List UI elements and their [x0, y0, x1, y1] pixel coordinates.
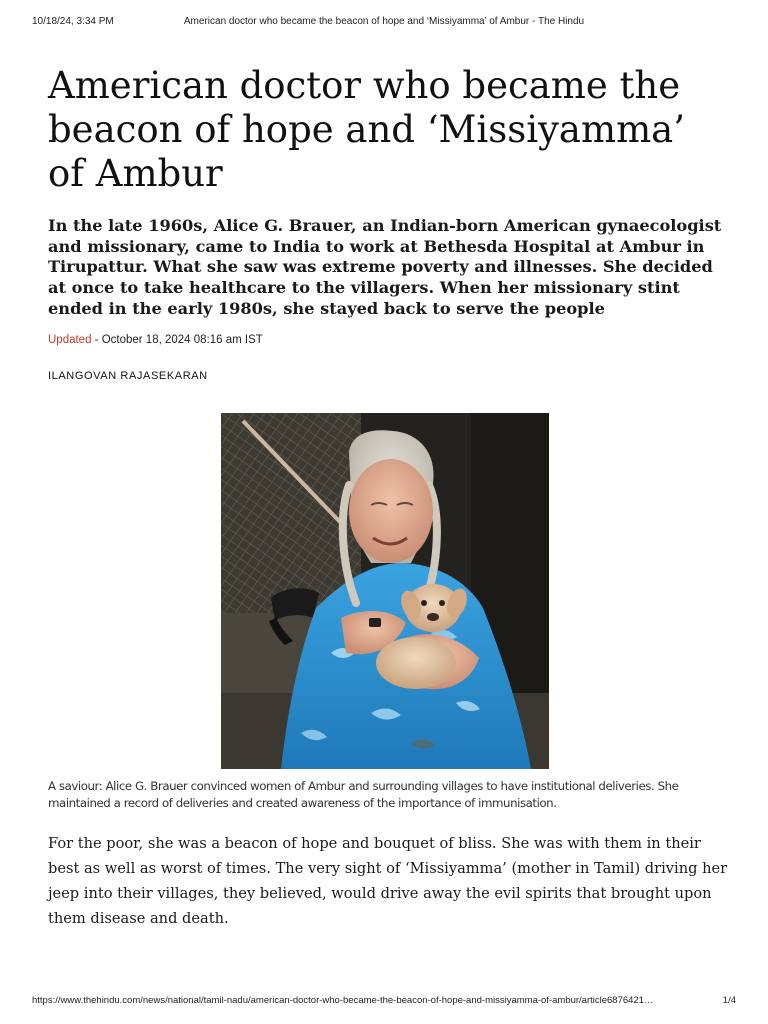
article-headline: American doctor who became the beacon of hope and ‘Missiyamma’ of Ambur	[48, 64, 685, 195]
print-header	[32, 16, 736, 30]
page-number: 1/4	[722, 995, 736, 1006]
article-standfirst: In the late 1960s, Alice G. Brauer, an Indian-born American gynaecologist and missionary, came to India to work at Bethesda Hospital at Ambur in Tirupattur. What she saw was extreme poverty and illnesses. She decided at once to take healthcare to the villagers. When her missionary stint ended in the early 1980s, she stayed back to serve the people	[48, 216, 722, 318]
article-body-paragraph: For the poor, she was a beacon of hope and bouquet of bliss. She was with them in their best as well as worst of times. The very sight of ‘Missiyamma’ (mother in Tamil) driving her jeep into their villages, they believed, would drive away the evil spirits that brought upon them disease and death.	[48, 835, 728, 927]
updated-timestamp: - October 18, 2024 08:16 am IST	[91, 334, 263, 346]
author-byline[interactable]: ILANGOVAN RAJASEKARAN	[48, 370, 208, 382]
print-footer	[32, 995, 736, 1009]
page-url[interactable]: https://www.thehindu.com/news/national/tamil-nadu/american-doctor-who-became-the-beacon-of-hope-and-missiyamma-of-ambur/article6876421…	[32, 995, 654, 1006]
print-document-title: American doctor who became the beacon of hope and ‘Missiyamma’ of Ambur - The Hindu	[183, 16, 585, 27]
article-photo	[221, 413, 549, 769]
updated-label: Updated	[48, 334, 92, 346]
updated-line	[48, 334, 263, 346]
photo-caption: A saviour: Alice G. Brauer convinced women of Ambur and surrounding villages to have institutional deliveries. She maintained a record of deliveries and created awareness of the importance of immunisation.	[48, 779, 679, 810]
elderly-woman-holding-puppy-illustration	[221, 413, 549, 769]
print-datetime: 10/18/24, 3:34 PM	[32, 16, 114, 27]
